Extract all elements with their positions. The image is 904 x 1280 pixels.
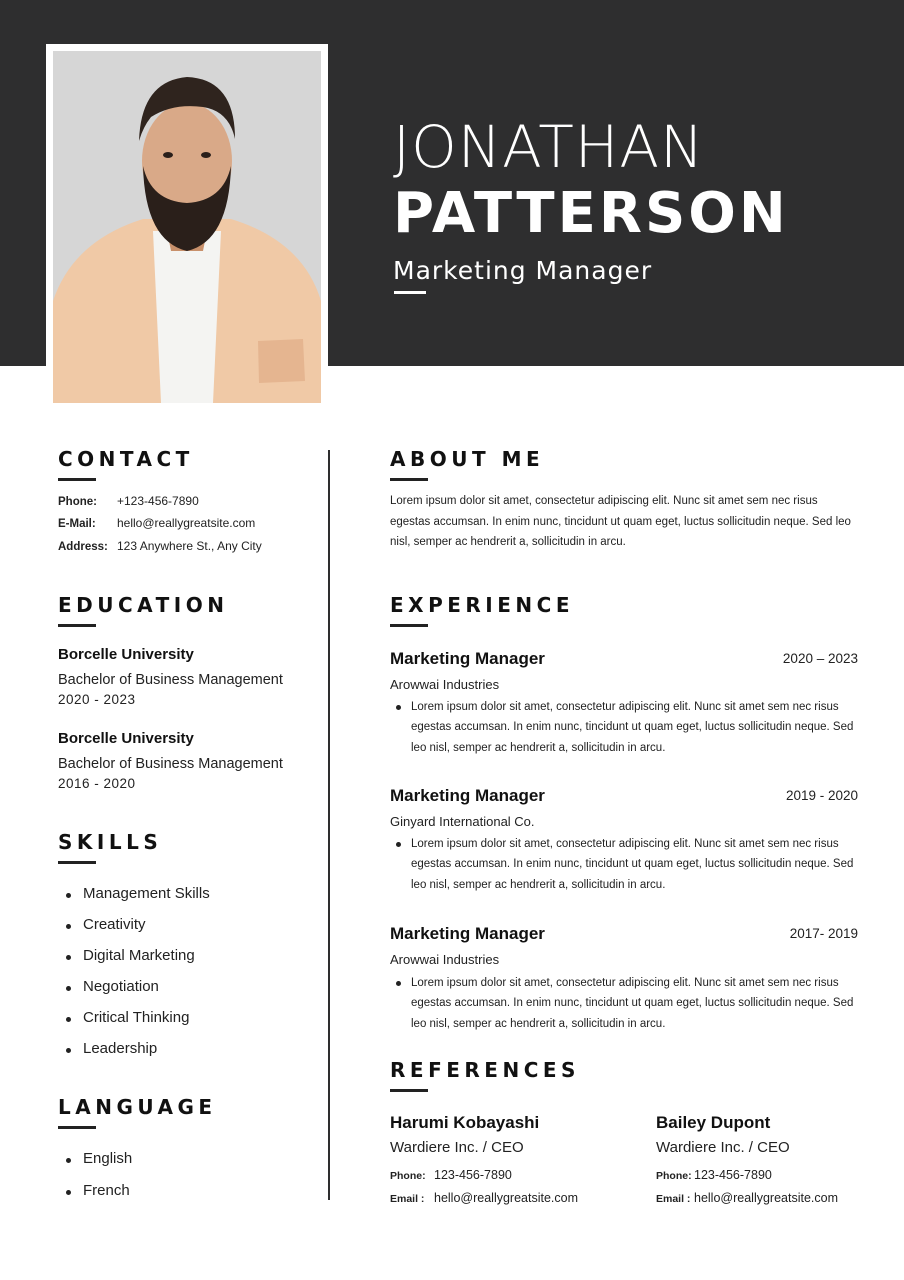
address-value: 123 Anywhere St., Any City (117, 539, 262, 553)
reference-role: Wardiere Inc. / CEO (656, 1139, 790, 1156)
references-heading-rule (390, 1089, 428, 1092)
skill-item: Leadership (66, 1040, 210, 1071)
skill-item: Digital Marketing (66, 947, 210, 978)
language-list (66, 1150, 132, 1214)
contact-heading-rule (58, 478, 96, 481)
experience-company: Arowwai Industries (390, 952, 500, 967)
reference-email (656, 1191, 838, 1205)
profile-photo-frame (46, 44, 328, 410)
reference-email-label: Email : (390, 1193, 425, 1205)
contact-email (58, 516, 255, 530)
contact-address (58, 539, 262, 553)
reference-name: Harumi Kobayashi (390, 1113, 540, 1132)
phone-value: +123-456-7890 (117, 494, 199, 508)
reference-email-value: hello@reallygreatsite.com (434, 1191, 579, 1205)
experience-description: Lorem ipsum dolor sit amet, consectetur adipiscing elit. Nunc sit amet sem nec risus egestas accumsan. In enim nunc, tincidunt ut quam eget, luctus sollicitudin neque. Sed leo nisl, semper ac hendrerit a, sollicitudin in arcu. (411, 838, 854, 891)
skills-heading-rule (58, 861, 96, 864)
experience-heading-rule (390, 624, 428, 627)
reference-phone (390, 1168, 512, 1182)
experience-company: Arowwai Industries (390, 677, 500, 692)
experience-title: Marketing Manager (390, 924, 545, 943)
reference-name: Bailey Dupont (656, 1113, 771, 1132)
contact-phone (58, 494, 199, 508)
reference-phone (656, 1168, 772, 1182)
experience-description: Lorem ipsum dolor sit amet, consectetur adipiscing elit. Nunc sit amet sem nec risus egestas accumsan. In enim nunc, tincidunt ut quam eget, luctus sollicitudin neque. Sed leo nisl, semper ac hendrerit a, sollicitudin in arcu. (411, 701, 854, 754)
education-years: 2020 - 2023 (58, 692, 136, 707)
experience-dates: 2019 - 2020 (785, 788, 858, 803)
reference-email-label: Email : (656, 1193, 691, 1205)
education-degree: Bachelor of Business Management (58, 756, 283, 772)
about-text: Lorem ipsum dolor sit amet, consectetur adipiscing elit. Nunc sit amet sem nec risus egestas accumsan. In enim nunc, tincidunt ut quam eget, luctus sollicitudin neque. Sed leo nisl, semper ac hendrerit a, sollicitudin in arcu. (390, 495, 851, 548)
bullet-icon (396, 842, 401, 847)
language-item: French (66, 1182, 132, 1214)
title-underline (394, 291, 426, 294)
skill-item: Creativity (66, 916, 210, 947)
education-heading: EDUCATION (58, 593, 229, 617)
education-school: Borcelle University (58, 730, 194, 747)
reference-email-value: hello@reallygreatsite.com (694, 1191, 839, 1205)
experience-title: Marketing Manager (390, 786, 545, 805)
last-name: PATTERSON (393, 181, 789, 246)
reference-phone-label: Phone: (656, 1170, 692, 1182)
skills-heading: SKILLS (58, 830, 163, 854)
education-years: 2016 - 2020 (58, 776, 136, 791)
experience-heading: EXPERIENCE (390, 593, 574, 617)
skill-item: Management Skills (66, 885, 210, 916)
language-heading-rule (58, 1126, 96, 1129)
education-heading-rule (58, 624, 96, 627)
about-heading: ABOUT ME (390, 447, 545, 471)
profile-photo (53, 51, 321, 403)
experience-description: Lorem ipsum dolor sit amet, consectetur adipiscing elit. Nunc sit amet sem nec risus egestas accumsan. In enim nunc, tincidunt ut quam eget, luctus sollicitudin neque. Sed leo nisl, semper ac hendrerit a, sollicitudin in arcu. (411, 977, 854, 1030)
email-label: E-Mail: (58, 518, 96, 530)
reference-phone-label: Phone: (390, 1170, 426, 1182)
skill-item: Negotiation (66, 978, 210, 1009)
language-item: English (66, 1150, 132, 1182)
language-heading: LANGUAGE (58, 1095, 217, 1119)
skill-item: Critical Thinking (66, 1009, 210, 1040)
education-school: Borcelle University (58, 646, 194, 663)
experience-dates: 2017- 2019 (789, 926, 858, 941)
reference-role: Wardiere Inc. / CEO (390, 1139, 524, 1156)
contact-heading: CONTACT (58, 447, 194, 471)
job-title: Marketing Manager (393, 256, 653, 285)
reference-email (390, 1191, 578, 1205)
phone-label: Phone: (58, 496, 97, 508)
about-heading-rule (390, 478, 428, 481)
reference-phone-value: 123-456-7890 (434, 1168, 512, 1182)
references-heading: REFERENCES (390, 1058, 580, 1082)
experience-title: Marketing Manager (390, 649, 545, 668)
experience-dates: 2020 – 2023 (782, 651, 858, 666)
experience-company: Ginyard International Co. (390, 814, 535, 829)
bullet-icon (396, 705, 401, 710)
address-label: Address: (58, 541, 108, 553)
column-divider (328, 450, 330, 1200)
skills-list (66, 885, 210, 1071)
education-degree: Bachelor of Business Management (58, 672, 283, 688)
email-value: hello@reallygreatsite.com (117, 516, 256, 530)
reference-phone-value: 123-456-7890 (694, 1168, 772, 1182)
bullet-icon (396, 981, 401, 986)
first-name: JONATHAN (393, 113, 705, 181)
